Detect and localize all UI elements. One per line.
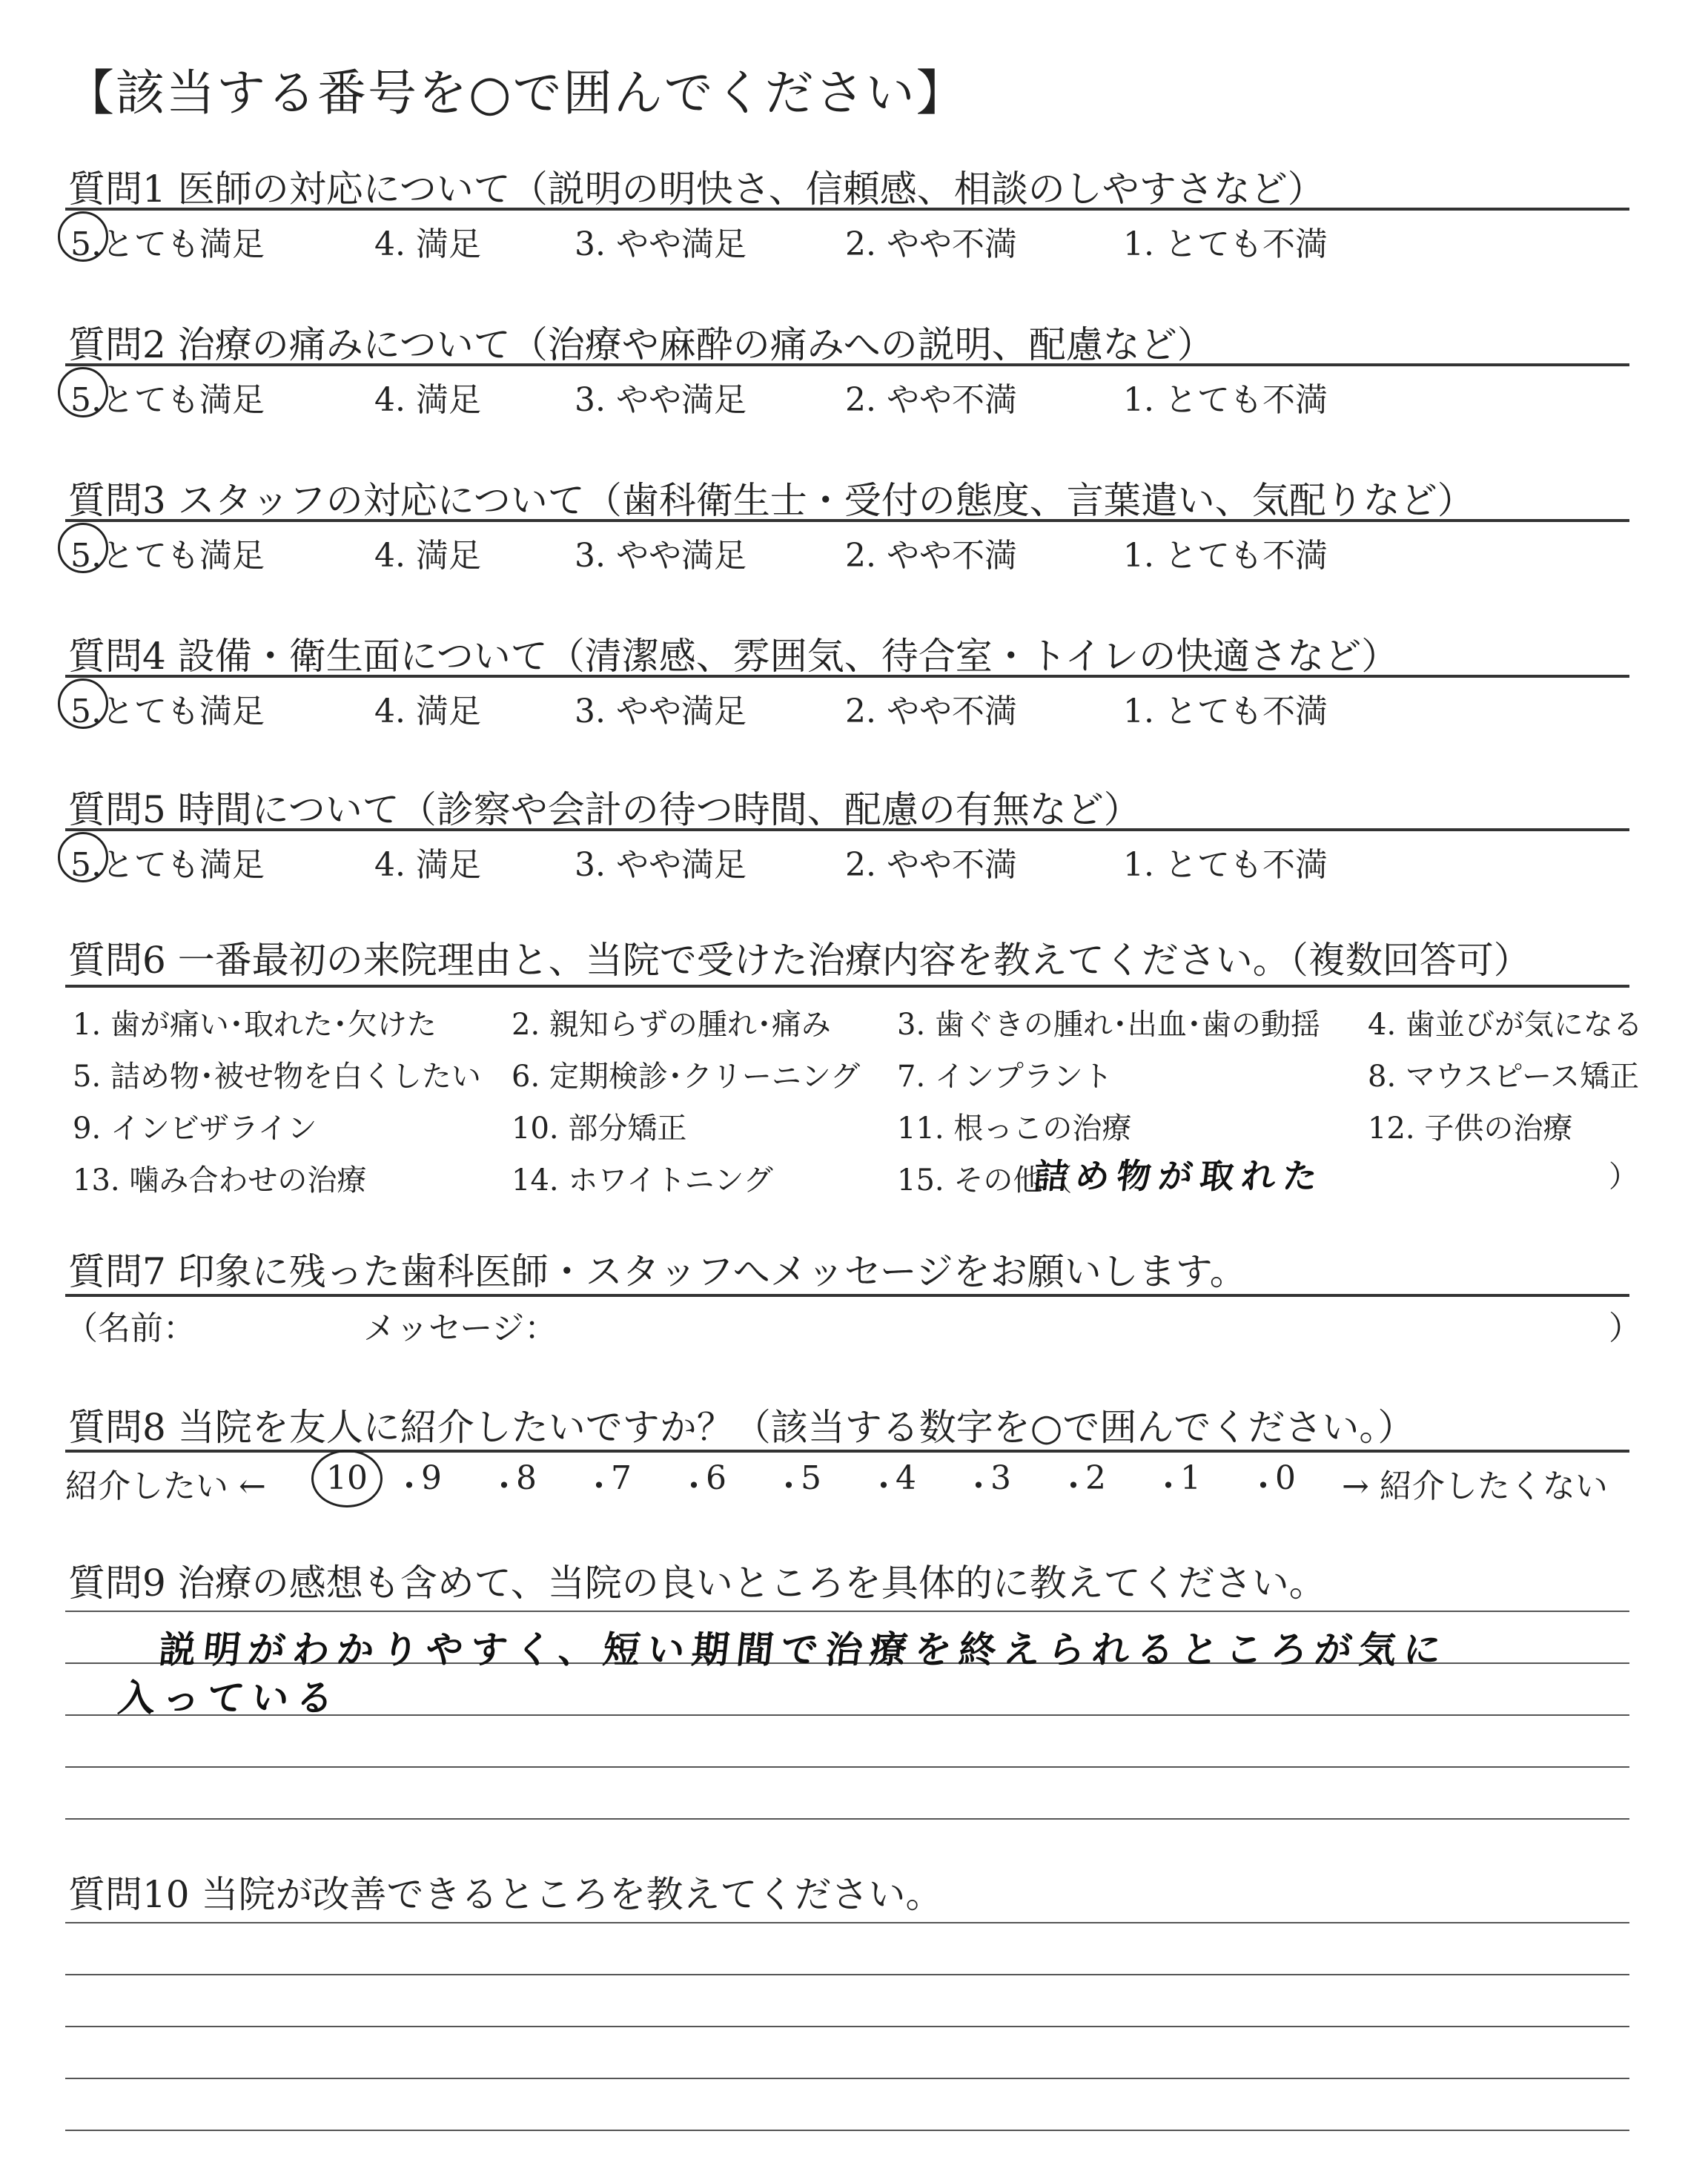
q8-scale-1[interactable]: 1	[1180, 1459, 1201, 1497]
page-title: 【該当する番号を○で囲んでください】	[65, 65, 967, 122]
q8-scale-7[interactable]: 7	[611, 1459, 632, 1497]
q5-option-1[interactable]: 1. とても不満	[1123, 846, 1328, 884]
q6-option-2[interactable]: 2. 親知らずの腫れ･痛み	[512, 1008, 831, 1042]
q8-scale-10[interactable]: 10	[326, 1459, 368, 1497]
q6-option-4[interactable]: 4. 歯並びが気になる	[1368, 1008, 1643, 1042]
q5-title: 質問5 時間について（診察や会計の待つ時間、配慮の有無など）	[68, 788, 1141, 831]
q1-option-4[interactable]: 4. 満足	[374, 225, 481, 263]
q8-separator: ・	[678, 1467, 710, 1505]
q6-option-3[interactable]: 3. 歯ぐきの腫れ･出血･歯の動揺	[897, 1008, 1320, 1042]
q6-option-15[interactable]: 15. その他（	[897, 1163, 1073, 1198]
q10-line-3	[65, 2026, 1629, 2027]
q8-separator: ・	[393, 1467, 426, 1505]
q10-title: 質問10 当院が改善できるところを教えてください。	[68, 1873, 943, 1916]
q2-option-3[interactable]: 3. やや満足	[575, 381, 747, 419]
q8-scale-5[interactable]: 5	[801, 1459, 821, 1497]
q8-rule	[65, 1450, 1629, 1453]
q10-line-2	[65, 1974, 1629, 1975]
q9-line-5	[65, 1818, 1629, 1820]
q9-line-1	[65, 1611, 1629, 1612]
q9-line-4	[65, 1766, 1629, 1768]
q5-option-5[interactable]: 5.とても満足	[70, 846, 265, 884]
q4-title: 質問4 設備・衛生面について（清潔感、雰囲気、待合室・トイレの快適さなど）	[68, 635, 1399, 678]
q6-option-10[interactable]: 10. 部分矯正	[512, 1112, 687, 1146]
q6-option-14[interactable]: 14. ホワイトニング	[512, 1163, 773, 1198]
q6-option-1[interactable]: 1. 歯が痛い･取れた･欠けた	[73, 1008, 437, 1042]
q4-option-5[interactable]: 5.とても満足	[70, 693, 265, 730]
q5-option-2[interactable]: 2. やや不満	[845, 846, 1017, 884]
q3-selection-circle	[58, 523, 108, 573]
q7-title: 質問7 印象に残った歯科医師・スタッフへメッセージをお願いします。	[68, 1250, 1247, 1293]
q1-option-2[interactable]: 2. やや不満	[845, 225, 1017, 263]
q1-option-3[interactable]: 3. やや満足	[575, 225, 747, 263]
q9-answer-line-1: 説明がわかりやすく、短い期間で治療を終えられるところが気に	[156, 1628, 1451, 1671]
q8-scale-2[interactable]: 2	[1085, 1459, 1106, 1497]
q6-close-paren: ）	[1609, 1160, 1638, 1194]
q4-rule	[65, 675, 1629, 678]
q1-option-1[interactable]: 1. とても不満	[1123, 225, 1328, 263]
q5-rule	[65, 828, 1629, 831]
q9-answer-line-2: 入っている	[116, 1677, 343, 1720]
q3-option-2[interactable]: 2. やや不満	[845, 537, 1017, 575]
q6-other-answer: 詰め物が取れた	[1031, 1156, 1327, 1196]
q6-title: 質問6 一番最初の来院理由と、当院で受けた治療内容を教えてください。（複数回答可）	[68, 939, 1531, 982]
q8-separator: ・	[488, 1467, 520, 1505]
q2-option-2[interactable]: 2. やや不満	[845, 381, 1017, 419]
q6-option-7[interactable]: 7. インプラント	[897, 1060, 1113, 1094]
q8-scale-3[interactable]: 3	[990, 1459, 1011, 1497]
q4-selection-circle	[58, 678, 108, 729]
q6-option-13[interactable]: 13. 噛み合わせの治療	[73, 1163, 367, 1198]
q2-option-4[interactable]: 4. 満足	[374, 381, 481, 419]
q8-separator: ・	[962, 1467, 995, 1505]
q8-separator: ・	[1057, 1467, 1090, 1505]
q4-option-2[interactable]: 2. やや不満	[845, 693, 1017, 730]
q4-option-1[interactable]: 1. とても不満	[1123, 693, 1328, 730]
q1-title: 質問1 医師の対応について（説明の明快さ、信頼感、相談のしやすさなど）	[68, 168, 1325, 211]
q8-scale-8[interactable]: 8	[516, 1459, 537, 1497]
q6-option-9[interactable]: 9. インビザライン	[73, 1112, 317, 1146]
q7-rule	[65, 1294, 1629, 1297]
q8-separator: ・	[1152, 1467, 1185, 1505]
q3-option-1[interactable]: 1. とても不満	[1123, 537, 1328, 575]
q2-option-5[interactable]: 5.とても満足	[70, 381, 265, 419]
q8-title: 質問8 当院を友人に紹介したいですか？（該当する数字を○で囲んでください。）	[68, 1406, 1415, 1449]
q2-rule	[65, 363, 1629, 366]
q1-selection-circle	[58, 211, 108, 262]
q5-option-4[interactable]: 4. 満足	[374, 846, 481, 884]
q8-scale-4[interactable]: 4	[896, 1459, 916, 1497]
q2-option-1[interactable]: 1. とても不満	[1123, 381, 1328, 419]
q10-line-5	[65, 2130, 1629, 2131]
q6-option-5[interactable]: 5. 詰め物･被せ物を白くしたい	[73, 1060, 481, 1094]
q6-rule	[65, 985, 1629, 988]
q2-title: 質問2 治療の痛みについて（治療や麻酔の痛みへの説明、配慮など）	[68, 323, 1214, 366]
q8-left-label: 紹介したい ←	[65, 1467, 266, 1505]
q10-line-4	[65, 2078, 1629, 2079]
q6-option-8[interactable]: 8. マウスピース矯正	[1368, 1060, 1640, 1094]
q8-separator: ・	[1247, 1467, 1280, 1505]
q8-separator: ・	[772, 1467, 805, 1505]
q8-separator: ・	[867, 1467, 900, 1505]
q3-option-3[interactable]: 3. やや満足	[575, 537, 747, 575]
q8-separator: ・	[583, 1467, 615, 1505]
q7-name-label: （名前：	[65, 1309, 196, 1347]
q8-right-label: → 紹介したくない	[1342, 1467, 1608, 1505]
q4-option-4[interactable]: 4. 満足	[374, 693, 481, 730]
q8-selection-circle	[311, 1450, 383, 1507]
q2-selection-circle	[58, 367, 108, 417]
q7-message-label: メッセージ：	[363, 1309, 557, 1347]
q8-scale-6[interactable]: 6	[706, 1459, 726, 1497]
q3-title: 質問3 スタッフの対応について（歯科衛生士・受付の態度、言葉遣い、気配りなど）	[68, 479, 1474, 522]
q5-option-3[interactable]: 3. やや満足	[575, 846, 747, 884]
q3-option-4[interactable]: 4. 満足	[374, 537, 481, 575]
q8-scale-9[interactable]: 9	[421, 1459, 442, 1497]
q10-line-1	[65, 1922, 1629, 1923]
q9-title: 質問9 治療の感想も含めて、当院の良いところを具体的に教えてください。	[68, 1562, 1326, 1605]
q5-selection-circle	[58, 832, 108, 882]
q3-rule	[65, 519, 1629, 522]
q4-option-3[interactable]: 3. やや満足	[575, 693, 747, 730]
q1-option-5[interactable]: 5.とても満足	[70, 225, 265, 263]
q3-option-5[interactable]: 5.とても満足	[70, 537, 265, 575]
q8-scale-0[interactable]: 0	[1275, 1459, 1296, 1497]
q7-close-paren: ）	[1609, 1309, 1641, 1347]
q6-option-11[interactable]: 11. 根っこの治療	[897, 1112, 1132, 1146]
q6-option-6[interactable]: 6. 定期検診･クリーニング	[512, 1060, 861, 1094]
q6-option-12[interactable]: 12. 子供の治療	[1368, 1112, 1573, 1146]
q1-rule	[65, 208, 1629, 211]
